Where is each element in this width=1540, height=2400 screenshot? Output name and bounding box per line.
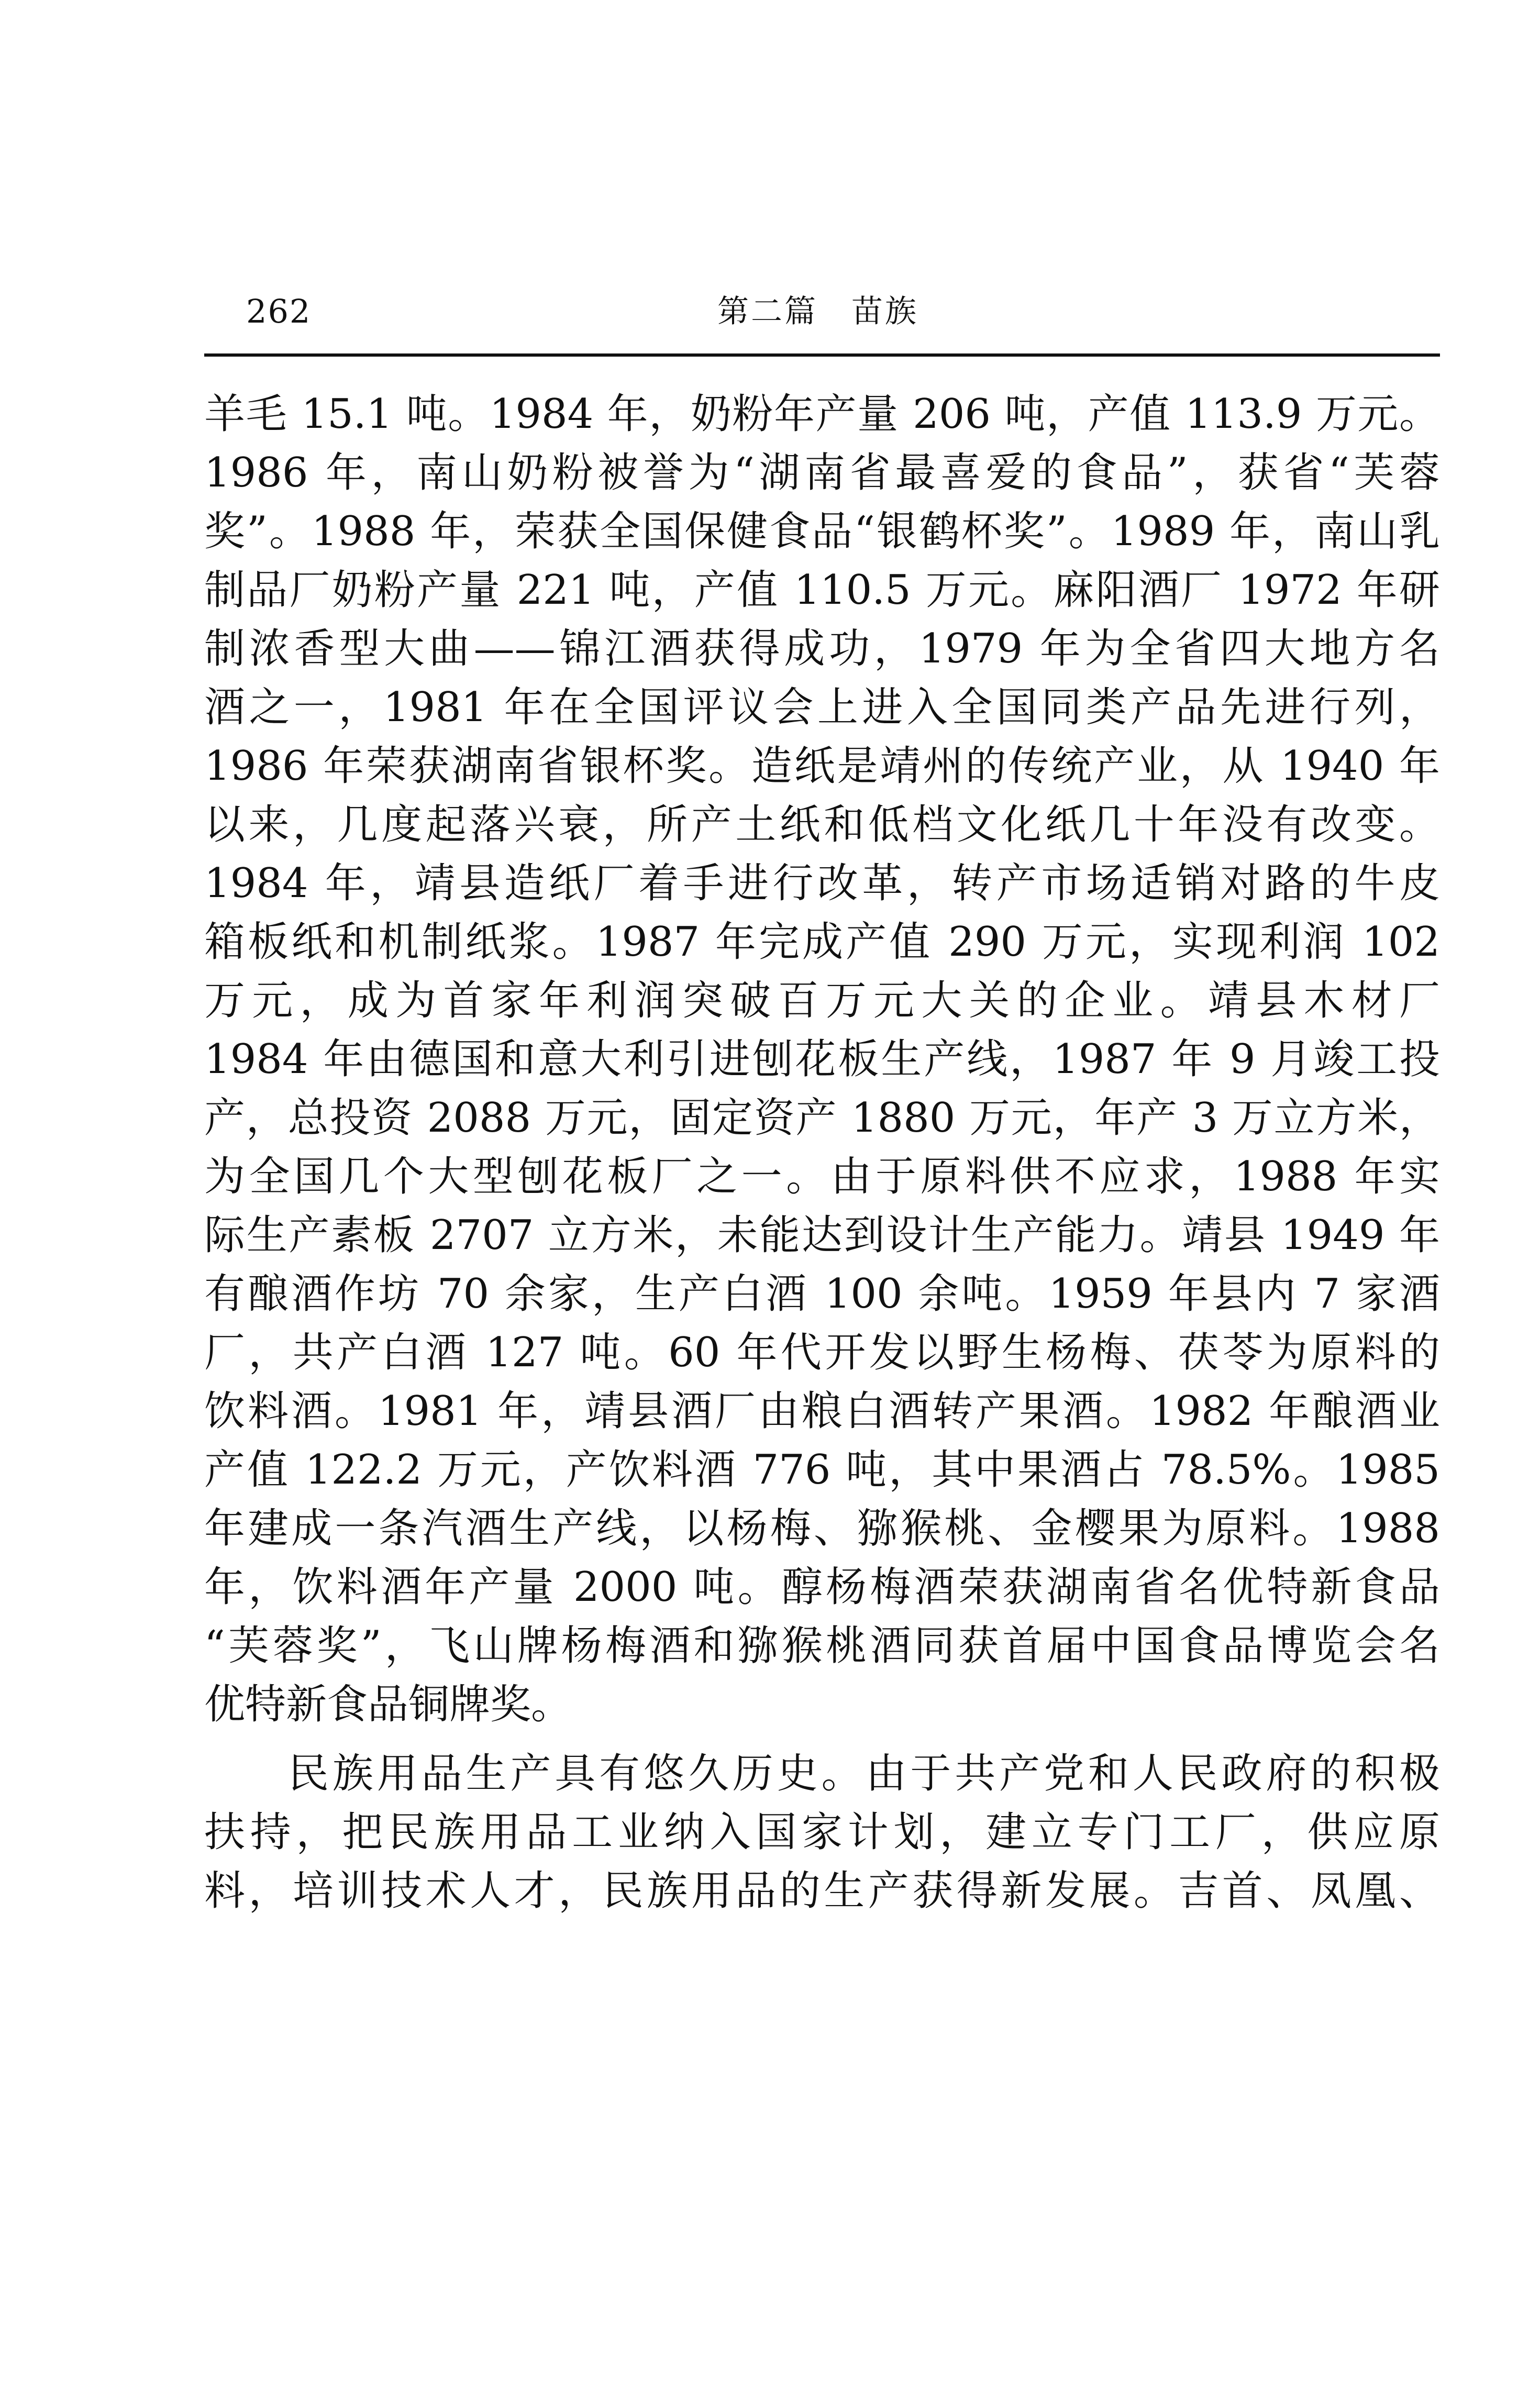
text-line: 制浓香型大曲——锦江酒获得成功，1979 年为全省四大地方名 xyxy=(204,625,1440,672)
text-line: 为全国几个大型刨花板厂之一。由于原料供不应求，1988 年实 xyxy=(204,1153,1440,1200)
page-header xyxy=(204,278,1440,361)
text-line: 1986 年荣获湖南省银杯奖。造纸是靖州的传统产业，从 1940 年 xyxy=(204,743,1440,790)
text-line: 年建成一条汽酒生产线，以杨梅、猕猴桃、金樱果为原料。1988 xyxy=(204,1505,1440,1552)
text-line: 万元，成为首家年利润突破百万元大关的企业。靖县木材厂 xyxy=(204,977,1440,1024)
text-line: 产，总投资 2088 万元，固定资产 1880 万元，年产 3 万立方米， xyxy=(204,1094,1440,1142)
text-line: “芙蓉奖”，飞山牌杨梅酒和猕猴桃酒同获首届中国食品博览会名 xyxy=(204,1622,1440,1669)
running-title: 第二篇 苗族 xyxy=(717,293,918,330)
text-line: 箱板纸和机制纸浆。1987 年完成产值 290 万元，实现利润 102 xyxy=(204,919,1440,966)
text-line: 制品厂奶粉产量 221 吨，产值 110.5 万元。麻阳酒厂 1972 年研 xyxy=(204,567,1440,614)
text-line: 奖”。1988 年，荣获全国保健食品“银鹤杯奖”。1989 年，南山乳 xyxy=(204,508,1440,555)
text-line: 民族用品生产具有悠久历史。由于共产党和人民政府的积极 xyxy=(288,1750,1440,1797)
header-rule xyxy=(204,353,1440,357)
text-line: 1984 年，靖县造纸厂着手进行改革，转产市场适销对路的牛皮 xyxy=(204,860,1440,907)
text-line: 际生产素板 2707 立方米，未能达到设计生产能力。靖县 1949 年 xyxy=(204,1212,1440,1259)
page-number: 262 xyxy=(246,292,312,330)
text-line: 年，饮料酒年产量 2000 吨。醇杨梅酒荣获湖南省名优特新食品 xyxy=(204,1564,1440,1611)
text-line: 饮料酒。1981 年，靖县酒厂由粮白酒转产果酒。1982 年酿酒业 xyxy=(204,1388,1440,1435)
body-text xyxy=(204,385,1440,1920)
text-line: 料，培训技术人才，民族用品的生产获得新发展。吉首、凤凰、 xyxy=(204,1867,1440,1915)
paragraph-1 xyxy=(204,385,1440,1734)
text-line: 以来，几度起落兴衰，所产土纸和低档文化纸几十年没有改变。 xyxy=(204,801,1440,848)
text-line: 酒之一，1981 年在全国评议会上进入全国同类产品先进行列， xyxy=(204,684,1440,731)
text-line: 羊毛 15.1 吨。1984 年，奶粉年产量 206 吨，产值 113.9 万元。 xyxy=(204,391,1440,438)
text-line: 1986 年，南山奶粉被誉为“湖南省最喜爱的食品”，获省“芙蓉 xyxy=(204,449,1440,496)
text-line: 扶持，把民族用品工业纳入国家计划，建立专门工厂，供应原 xyxy=(204,1809,1440,1856)
paragraph-2 xyxy=(204,1744,1440,1920)
text-line: 有酿酒作坊 70 余家，生产白酒 100 余吨。1959 年县内 7 家酒 xyxy=(204,1270,1440,1318)
text-line: 产值 122.2 万元，产饮料酒 776 吨，其中果酒占 78.5%。1985 xyxy=(204,1446,1440,1494)
text-line: 1984 年由德国和意大利引进刨花板生产线，1987 年 9 月竣工投 xyxy=(204,1036,1440,1083)
text-line: 厂，共产白酒 127 吨。60 年代开发以野生杨梅、茯苓为原料的 xyxy=(204,1329,1440,1376)
text-line: 优特新食品铜牌奖。 xyxy=(204,1681,572,1728)
paragraph-gap xyxy=(204,1734,1440,1744)
